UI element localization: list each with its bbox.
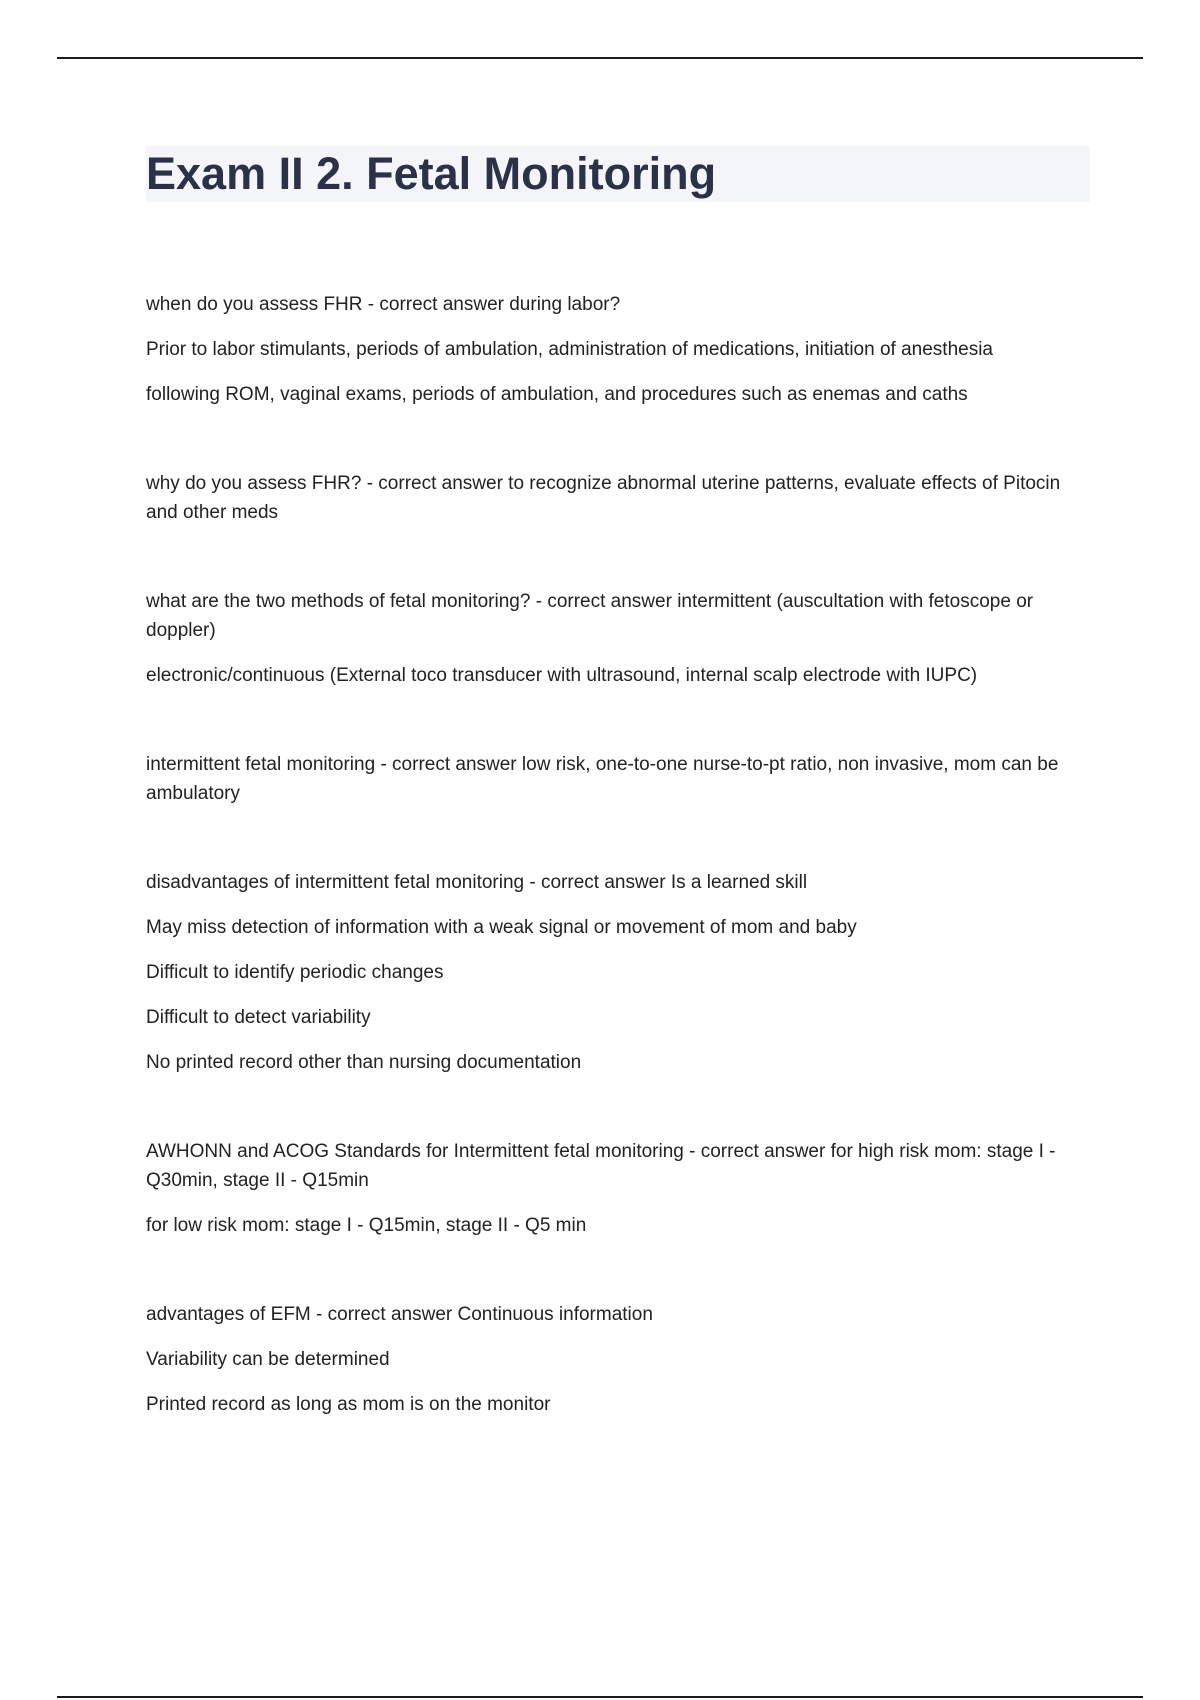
- flashcard-answer-line: No printed record other than nursing documentation: [146, 1052, 582, 1073]
- flashcard-1: [146, 290, 1090, 409]
- flashcard-question-line: when do you assess FHR - correct answer during labor?: [146, 294, 621, 315]
- flashcard-question-line: disadvantages of intermittent fetal monitoring - correct answer Is a learned skill: [146, 872, 808, 893]
- flashcard-answer-line: Prior to labor stimulants, periods of ambulation, administration of medications, initiation of anesthesia: [146, 339, 993, 360]
- flashcard-answer-line: Difficult to identify periodic changes: [146, 962, 444, 983]
- flashcard-7: [146, 1300, 1090, 1419]
- bottom-rule: [57, 1696, 1143, 1698]
- flashcard-list: [146, 290, 1090, 1479]
- top-rule: [57, 57, 1143, 59]
- page-title: Exam II 2. Fetal Monitoring: [146, 148, 717, 199]
- flashcard-5: [146, 868, 1090, 1077]
- flashcard-answer-line: Printed record as long as mom is on the monitor: [146, 1394, 551, 1415]
- flashcard-answer-line: electronic/continuous (External toco transducer with ultrasound, internal scalp electrode with IUPC): [146, 665, 978, 686]
- flashcard-6: [146, 1137, 1090, 1240]
- flashcard-question-line: why do you assess FHR? - correct answer to recognize abnormal uterine patterns, evaluate effects of Pitocin and other meds: [146, 473, 1061, 523]
- flashcard-answer-line: following ROM, vaginal exams, periods of ambulation, and procedures such as enemas and caths: [146, 384, 968, 405]
- flashcard-question-line: what are the two methods of fetal monitoring? - correct answer intermittent (auscultation with fetoscope or doppler): [146, 591, 1034, 641]
- flashcard-question-line: intermittent fetal monitoring - correct answer low risk, one-to-one nurse-to-pt ratio, non invasive, mom can be ambulatory: [146, 754, 1059, 804]
- flashcard-2: [146, 469, 1090, 527]
- flashcard-answer-line: May miss detection of information with a weak signal or movement of mom and baby: [146, 917, 857, 938]
- flashcard-question-line: advantages of EFM - correct answer Continuous information: [146, 1304, 653, 1325]
- flashcard-question-line: AWHONN and ACOG Standards for Intermittent fetal monitoring - correct answer for high risk mom: stage I - Q30min, stage II - Q15min: [146, 1141, 1056, 1191]
- flashcard-answer-line: Difficult to detect variability: [146, 1007, 371, 1028]
- flashcard-answer-line: Variability can be determined: [146, 1349, 390, 1370]
- flashcard-answer-line: for low risk mom: stage I - Q15min, stage II - Q5 min: [146, 1215, 587, 1236]
- flashcard-3: [146, 587, 1090, 690]
- flashcard-4: [146, 750, 1090, 808]
